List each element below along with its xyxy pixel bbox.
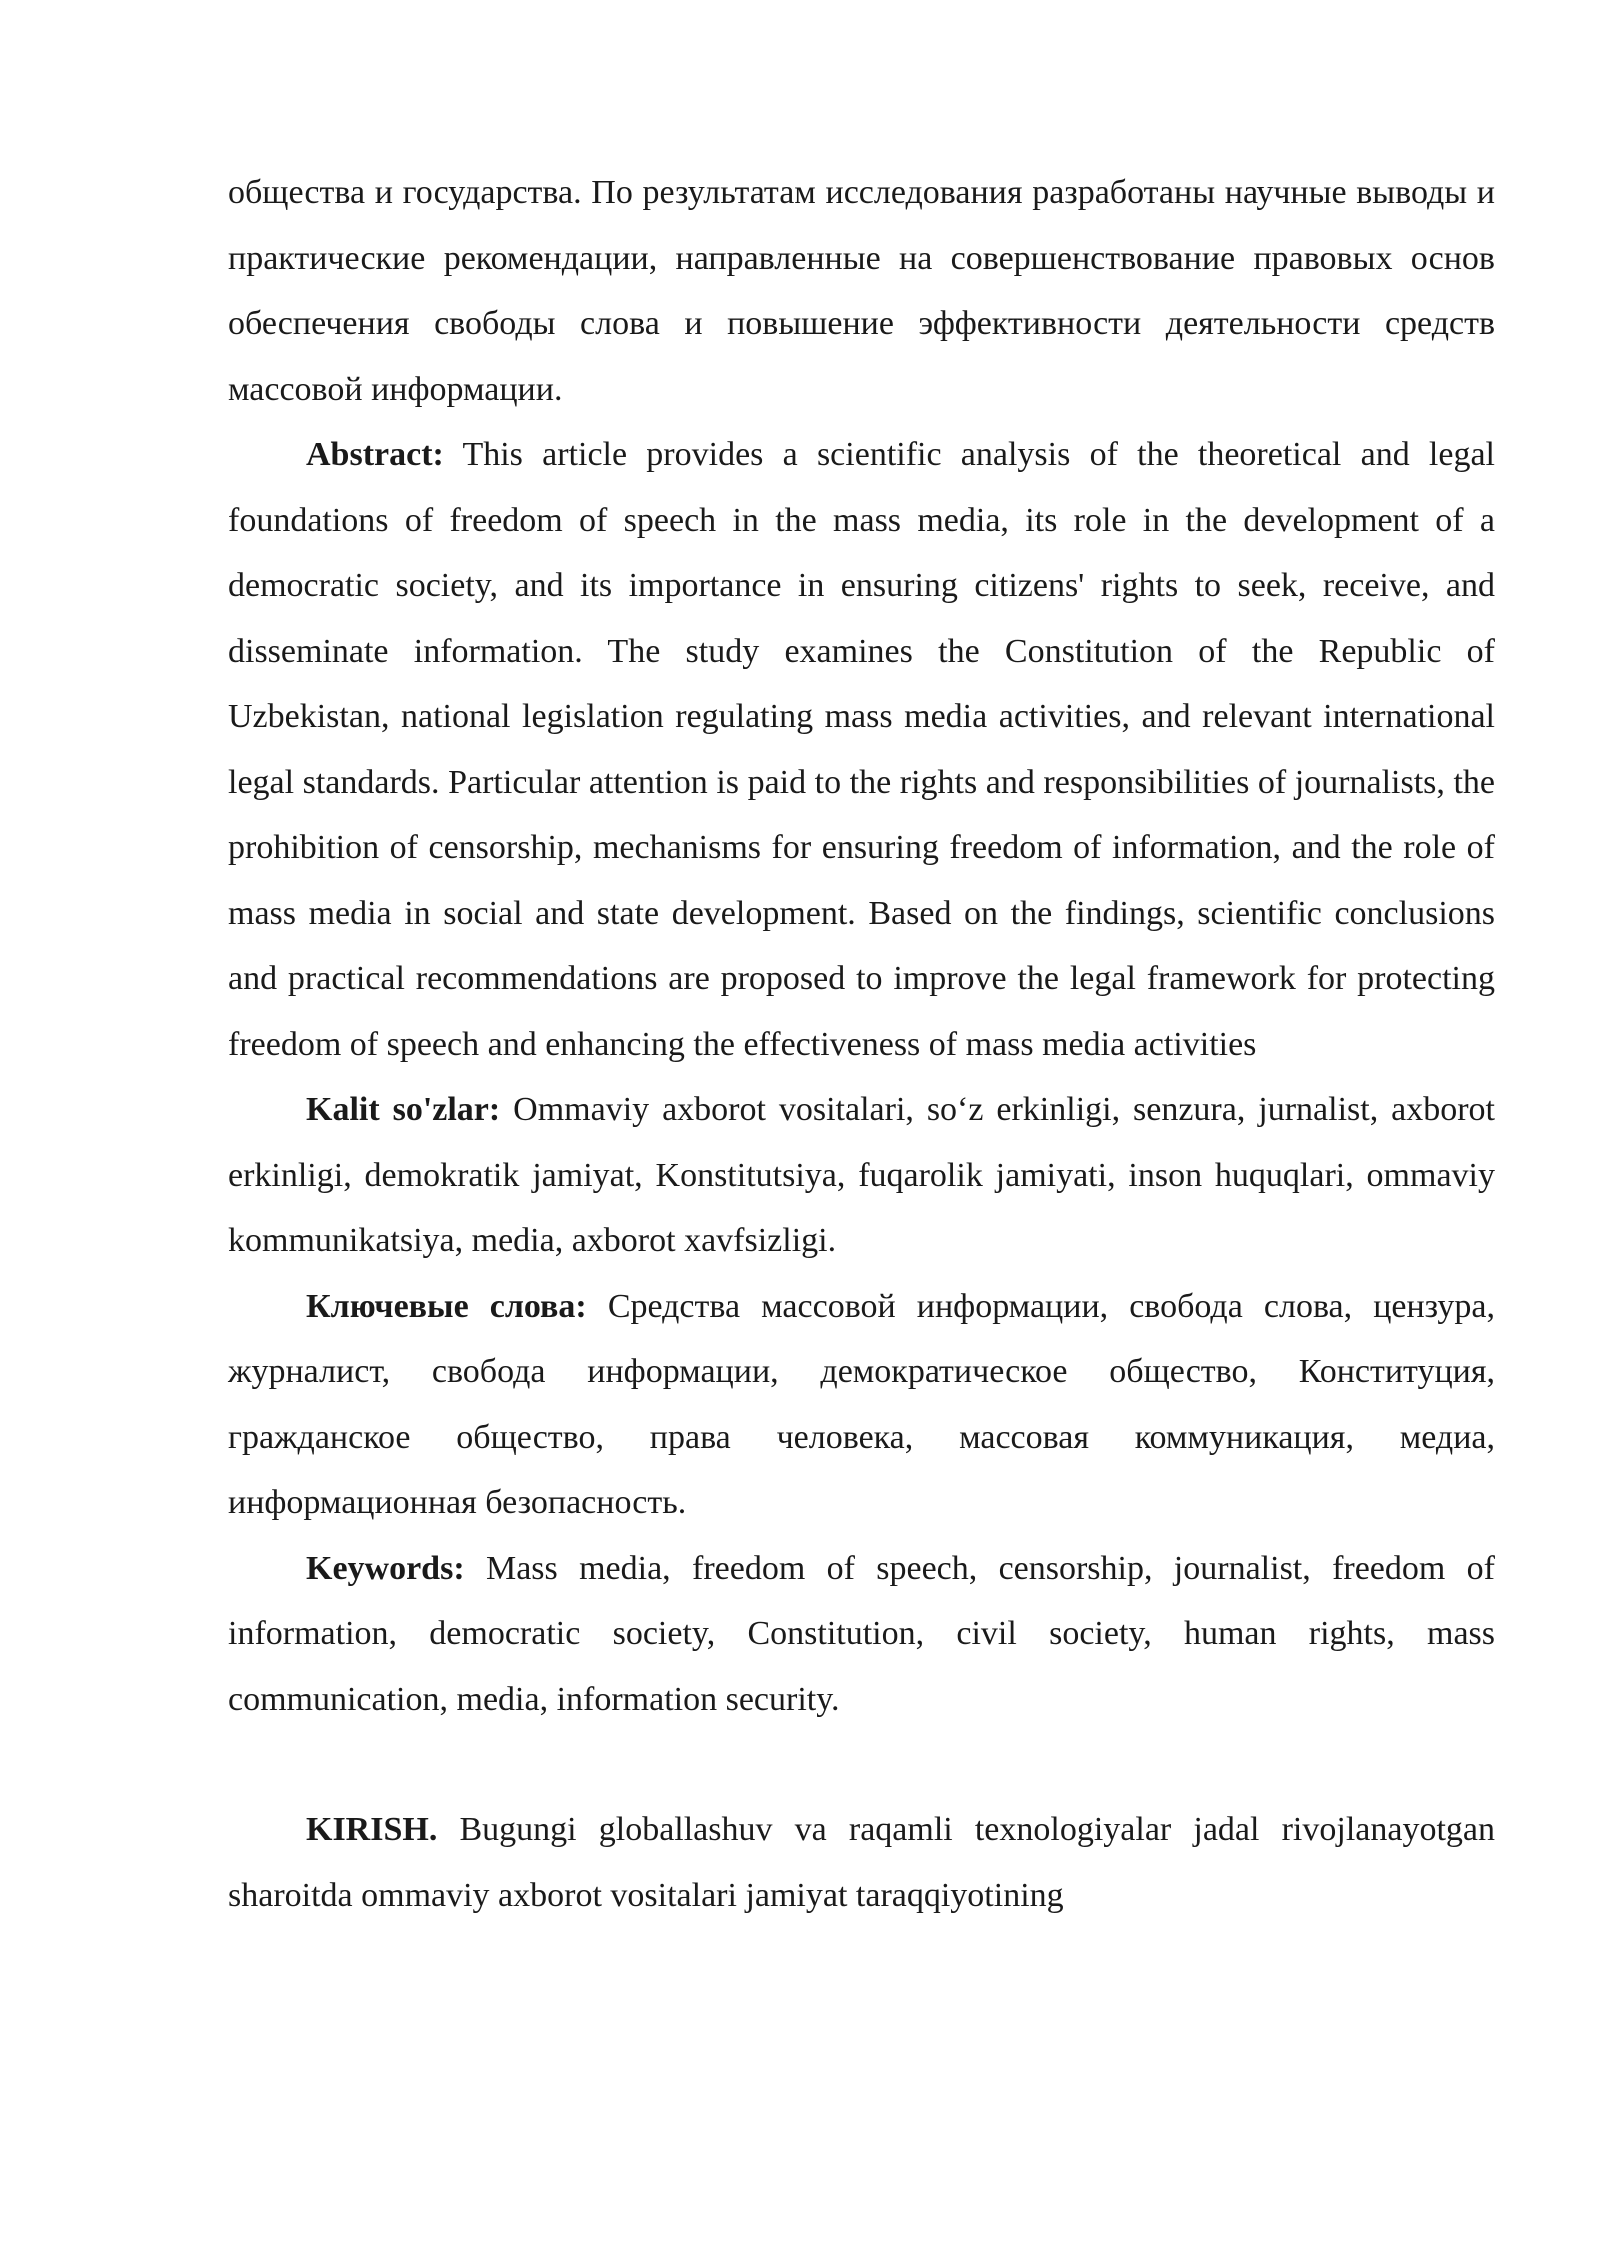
klyuchevye-slova-label: Ключевые слова: — [306, 1287, 587, 1325]
kalit-sozlar-text: Ommaviy axborot vositalari, so‘z erkinligi, senzura, jurnalist, axborot erkinligi, demokratik jamiyat, Konstitutsiya, fuqarolik jamiyati, inson huquqlari, ommaviy kommunikatsiya, media, axborot xavfsizligi. — [228, 1091, 1496, 1259]
kirish-paragraph — [228, 1797, 1495, 1928]
abstract-text: This article provides a scientific analysis of the theoretical and legal foundations of freedom of speech in the mass media, its role in the development of a democratic society, and its importance in ensuring citizens' rights to seek, receive, and disseminate information. The study examines the Constitution of the Republic of Uzbekistan, national legislation regulating mass media activities, and relevant international legal standards. Particular attention is paid to the rights and responsibilities of journalists, the prohibition of censorship, mechanisms for ensuring freedom of information, and the role of mass media in social and state development. Based on the findings, scientific conclusions and practical recommendations are proposed to improve the legal framework for protecting freedom of speech and enhancing the effectiveness of mass media activities — [228, 436, 1495, 1063]
keywords-text: Mass media, freedom of speech, censorship, journalist, freedom of information, democratic society, Constitution, civil society, human rights, mass communication, media, information security. — [228, 1549, 1495, 1718]
section-spacer — [228, 1732, 1495, 1797]
keywords-label: Keywords: — [306, 1549, 465, 1587]
klyuchevye-slova-paragraph — [228, 1274, 1495, 1536]
kalit-sozlar-label: Kalit so'zlar: — [306, 1091, 501, 1128]
abstract-paragraph — [228, 422, 1495, 1077]
document-page — [228, 160, 1495, 1928]
kirish-text: Bugungi globallashuv va raqamli texnologiyalar jadal rivojlanayotgan sharoitda ommaviy axborot vositalari jamiyat taraqqiyotining — [228, 1811, 1495, 1914]
intro-paragraph: общества и государства. По результатам исследования разработаны научные выводы и практические рекомендации, направленные на совершенствование правовых основ обеспечения свободы слова и повышение эффективности деятельности средств массовой информации. — [228, 174, 1495, 408]
kalit-sozlar-paragraph — [228, 1077, 1495, 1274]
keywords-paragraph — [228, 1536, 1495, 1733]
kirish-label: KIRISH. — [306, 1811, 438, 1848]
klyuchevye-slova-text: Средства массовой информации, свобода слова, цензура, журналист, свобода информации, демократическое общество, Конституция, гражданское общество, права человека, массовая коммуникация, медиа, информационная безопасность. — [228, 1287, 1495, 1521]
abstract-label: Abstract: — [306, 436, 444, 473]
